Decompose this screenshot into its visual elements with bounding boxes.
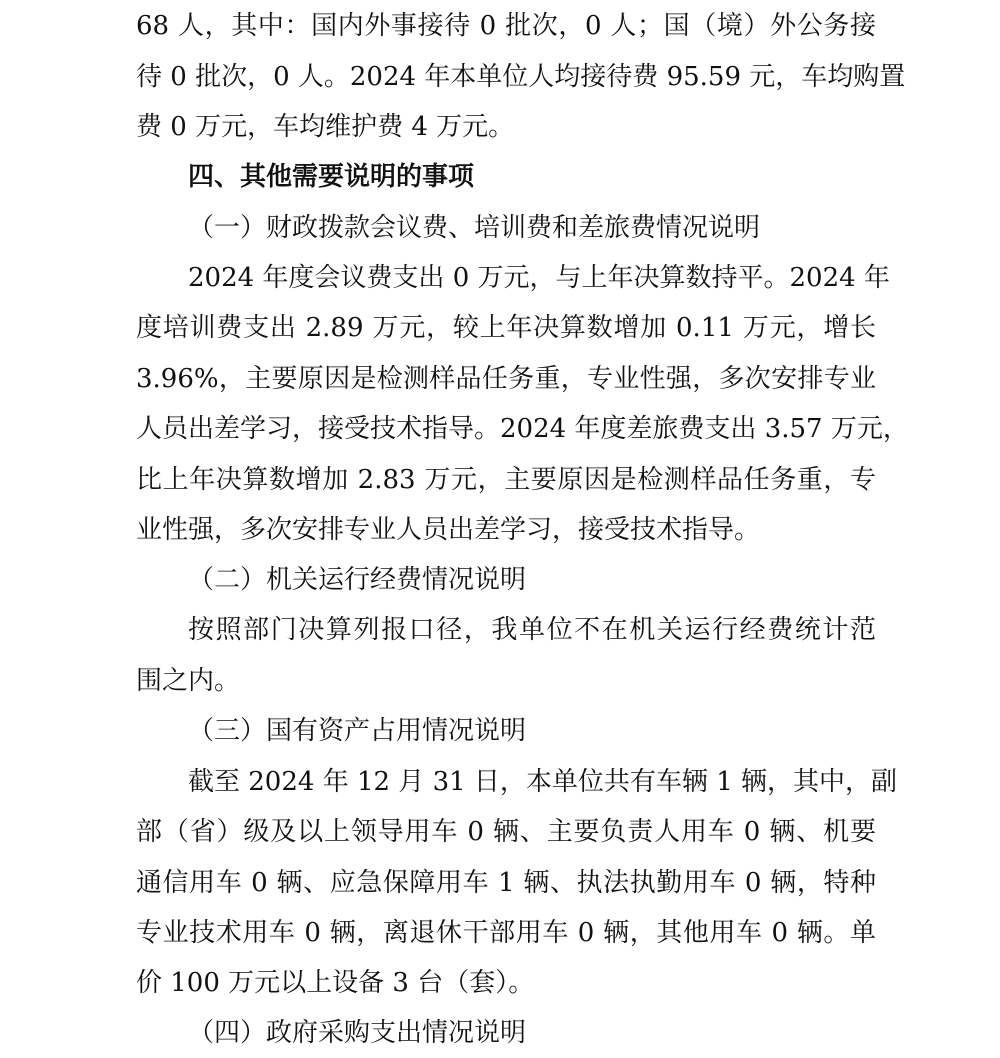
subsection-heading: （二）机关运行经费情况说明 <box>188 565 527 595</box>
paragraph-line: 3.96%，主要原因是检测样品任务重，专业性强，多次安排专业 <box>136 364 876 394</box>
paragraph-line: 按照部门决算列报口径，我单位不在机关运行经费统计范 <box>188 615 876 645</box>
subsection-heading: （一）财政拨款会议费、培训费和差旅费情况说明 <box>188 213 761 243</box>
paragraph-line: 待 0 批次，0 人。2024 年本单位人均接待费 95.59 元，车均购置 <box>136 62 906 92</box>
paragraph-line: 2024 年度会议费支出 0 万元，与上年决算数持平。2024 年 <box>188 263 890 293</box>
section-heading: 四、其他需要说明的事项 <box>188 162 475 192</box>
paragraph-line: 价 100 万元以上设备 3 台（套）。 <box>136 968 535 998</box>
paragraph-line: 专业技术用车 0 辆，离退休干部用车 0 辆，其他用车 0 辆。单 <box>136 918 876 948</box>
paragraph-line: 业性强，多次安排专业人员出差学习，接受技术指导。 <box>136 515 761 545</box>
paragraph-line: 部（省）级及以上领导用车 0 辆、主要负责人用车 0 辆、机要 <box>136 817 876 847</box>
paragraph-line: 人员出差学习，接受技术指导。2024 年度差旅费支出 3.57 万元， <box>136 414 909 444</box>
paragraph-line: 比上年决算数增加 2.83 万元，主要原因是检测样品任务重，专 <box>136 465 876 495</box>
subsection-heading: （四）政府采购支出情况说明 <box>188 1018 527 1048</box>
subsection-heading: （三）国有资产占用情况说明 <box>188 716 527 746</box>
paragraph-line: 围之内。 <box>136 666 241 696</box>
paragraph-line: 度培训费支出 2.89 万元，较上年决算数增加 0.11 万元，增长 <box>136 313 876 343</box>
paragraph-line: 截至 2024 年 12 月 31 日，本单位共有车辆 1 辆，其中，副 <box>188 767 897 797</box>
paragraph-line: 68 人，其中：国内外事接待 0 批次，0 人；国（境）外公务接 <box>136 11 876 41</box>
paragraph-line: 费 0 万元，车均维护费 4 万元。 <box>136 112 515 142</box>
paragraph-line: 通信用车 0 辆、应急保障用车 1 辆、执法执勤用车 0 辆，特种 <box>136 868 876 898</box>
